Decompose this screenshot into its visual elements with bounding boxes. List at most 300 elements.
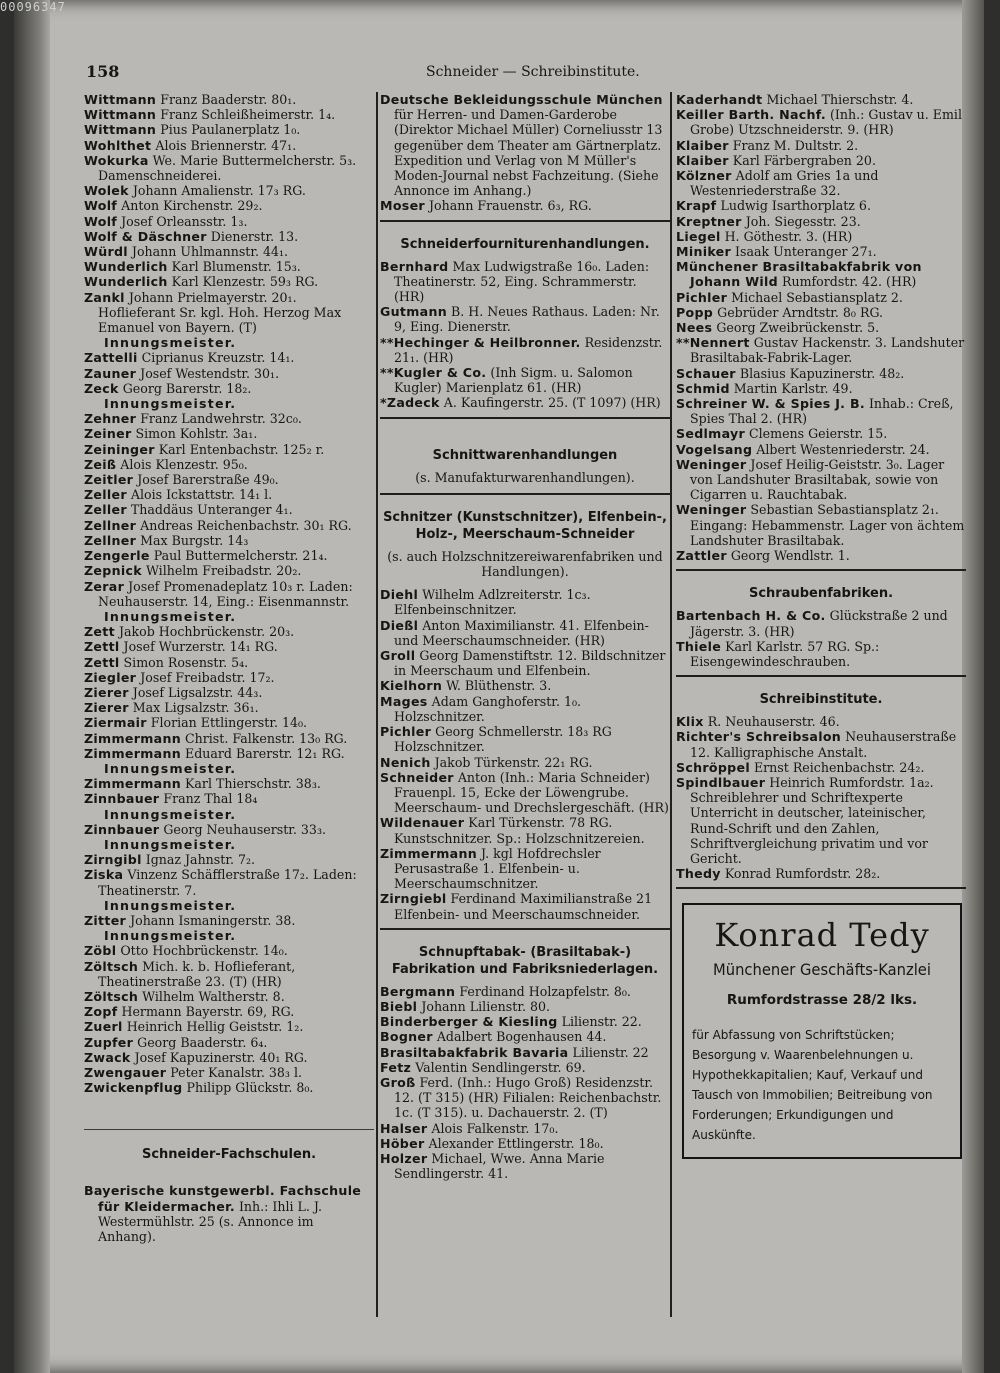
entry-name: Thiele	[676, 638, 722, 654]
entry-name: Schauer	[676, 365, 736, 381]
guild-label: Innungsmeister.	[104, 760, 237, 776]
entry-name: Zinnbauer	[84, 791, 160, 807]
entry-details: Josef Heilig-Geiststr. 3₀. Lager von Landshuter Brasiltabak, sowie von Cigarren u. Rauchtabak.	[690, 456, 945, 503]
directory-entry	[380, 1060, 670, 1075]
entry-name: Wokurka	[84, 152, 149, 168]
directory-entry	[676, 138, 966, 153]
section-title: Schnitzer (Kunstschnitzer), Elfenbein-, Holz-, Meerschaum-Schneider	[383, 509, 667, 542]
directory-entry	[84, 518, 374, 533]
entry-details: H. Göthestr. 3. (HR)	[724, 228, 853, 244]
directory-entry	[84, 290, 374, 336]
entry-details: Karl Klenzestr. 59₃ RG.	[171, 274, 319, 290]
directory-entry	[380, 365, 670, 395]
entry-details: Alois Briennerstr. 47₁.	[155, 137, 297, 153]
entry-details: Sebastian Sebastiansplatz 2₁. Eingang: Hebammenstr. Lager von ächtem Landshuter Brasiltabak.	[690, 502, 965, 548]
directory-entry	[380, 618, 670, 648]
entry-name: Diehl	[380, 587, 419, 603]
entry-name: Zengerle	[84, 548, 150, 564]
entry-details: Karl Blumenstr. 15₃.	[171, 259, 301, 275]
directory-entry	[380, 587, 670, 617]
entry-name: Klaiber	[676, 152, 729, 168]
entry-name: Groß	[380, 1074, 416, 1090]
entry-name: Zettl	[84, 654, 120, 670]
directory-entry	[380, 891, 670, 921]
entry-details: Karl Entenbachstr. 125₂ r.	[158, 441, 325, 457]
entry-name: Deutsche Bekleidungsschule München	[380, 92, 663, 107]
entry-details: Inhab.: Creß, Spies Thal 2. (HR)	[690, 396, 954, 427]
guild-label: Innungsmeister.	[104, 396, 237, 412]
entry-name: Kaderhandt	[676, 92, 763, 107]
entry-name: Holzer	[380, 1150, 428, 1166]
entry-details: Josef Westendstr. 30₁.	[140, 365, 280, 381]
directory-entry	[676, 214, 966, 229]
entry-details: Adam Ganghoferstr. 1₀. Holzschnitzer.	[394, 693, 582, 724]
column-divider-1	[376, 92, 378, 1317]
entry-details: Florian Ettlingerstr. 14₀.	[150, 715, 308, 731]
entry-name: Kreptner	[676, 213, 742, 229]
directory-entry	[676, 229, 966, 244]
entry-name: Zett	[84, 624, 115, 640]
directory-entry	[380, 770, 670, 816]
entry-name: Wittmann	[84, 92, 157, 107]
directory-entry	[380, 815, 670, 845]
directory-entry	[380, 1029, 670, 1044]
entry-name: Zeiner	[84, 426, 132, 442]
directory-entry	[84, 959, 374, 989]
entry-name: Schreiner W. & Spies J. B.	[676, 396, 865, 412]
advertisement-box	[682, 903, 962, 1158]
entry-name: Wildenauer	[380, 815, 465, 831]
directory-entry	[84, 533, 374, 548]
entry-name: Keiller Barth. Nachf.	[676, 107, 826, 123]
entry-name: Zopf	[84, 1004, 118, 1020]
directory-entry	[380, 999, 670, 1014]
entry-name: **Hechinger & Heilbronner.	[380, 334, 581, 350]
entry-details: für Herren- und Damen-Garderobe (Direktor Michael Müller) Corneliusstr 13 gegenüber dem Theater am Gärtnerplatz. Expedition und Verlag von M Müller's Moden-Journal nebst Fachzeitung. (Siehe Annonce im Anhang.)	[394, 107, 663, 199]
directory-entry	[380, 1121, 670, 1136]
section-rule	[380, 493, 670, 495]
entry-details: Vinzenz Schäfflerstraße 17₂. Laden: Theatinerstr. 7.	[98, 867, 357, 898]
directory-entry	[676, 320, 966, 335]
entry-name: Bernhard	[380, 258, 449, 274]
entry-name: Zeller	[84, 502, 127, 518]
directory-entry	[84, 624, 374, 639]
directory-entry	[380, 724, 670, 754]
entry-details: Glückstraße 2 und Jägerstr. 3. (HR)	[690, 608, 948, 639]
entry-details: Dienerstr. 13.	[210, 228, 299, 244]
entry-details: Josef Freibadstr. 17₂.	[140, 669, 275, 685]
directory-entry	[676, 729, 966, 759]
directory-entry	[380, 92, 670, 198]
directory-entry	[84, 442, 374, 457]
entry-details: Heinrich Hellig Geiststr. 1₂.	[126, 1019, 304, 1035]
directory-entry	[84, 867, 374, 897]
entry-name: Sedlmayr	[676, 426, 745, 442]
entry-details: Karl Färbergraben 20.	[732, 152, 876, 168]
entry-details: Josef Barerstraße 49₀.	[137, 472, 279, 488]
entry-name: Klix	[676, 714, 704, 730]
entry-name: Halser	[380, 1120, 428, 1136]
entry-details: Michael Thierschstr. 4.	[766, 92, 914, 107]
entry-details: Wilhelm Waltherstr. 8.	[142, 988, 285, 1004]
section-rule	[380, 220, 670, 222]
entry-details: We. Marie Buttermelcherstr. 5₃. Damenschneiderei.	[98, 152, 357, 184]
entry-details: Michael, Wwe. Anna Marie Sendlingerstr. 41.	[394, 1150, 605, 1182]
entry-details: R. Neuhauserstr. 46.	[707, 714, 840, 730]
entry-details: Anton Maximilianstr. 41. Elfenbein- und Meerschaumschneider. (HR)	[394, 617, 649, 648]
directory-entry	[84, 548, 374, 563]
directory-entry	[84, 700, 374, 715]
entry-details: Albert Westenriederstr. 24.	[756, 441, 930, 457]
entry-name: Popp	[676, 304, 714, 320]
directory-entry	[676, 168, 966, 198]
directory-entry	[84, 1050, 374, 1065]
entry-details: (Inh.: Gustav u. Emil Grobe) Utzschneiderstr. 9. (HR)	[690, 107, 962, 138]
entry-details: Max Ligsalzstr. 36₁.	[132, 700, 259, 716]
entry-details: A. Kaufingerstr. 25. (T 1097) (HR)	[443, 395, 661, 411]
entry-name: Würdl	[84, 244, 128, 260]
entry-name: Weninger	[676, 456, 747, 472]
directory-entry	[676, 866, 966, 881]
entry-details: (Inh Sigm. u. Salomon Kugler) Marienplatz 61. (HR)	[394, 365, 633, 396]
entry-details: J. kgl Hofdrechsler Perusastraße 1. Elfenbein- u. Meerschaumschnitzer.	[394, 845, 601, 892]
entry-name: Nenich	[380, 754, 431, 770]
entry-details: Blasius Kapuzinerstr. 48₂.	[739, 365, 905, 381]
entry-name: Pichler	[380, 724, 432, 740]
entry-details: Anton Kirchenstr. 29₂.	[121, 198, 263, 214]
entry-details: Karl Karlstr. 57 RG. Sp.: Eisengewindeschrauben.	[690, 638, 880, 669]
directory-entry	[380, 1151, 670, 1181]
entry-details: Josef Kapuzinerstr. 40₁ RG.	[134, 1049, 308, 1065]
entry-name: Wolf & Däschner	[84, 228, 207, 244]
entry-name: Zinnbauer	[84, 821, 160, 837]
entry-name: Vogelsang	[676, 441, 753, 457]
entry-name: Wolf	[84, 213, 118, 229]
entry-details: Ignaz Jahnstr. 7₂.	[145, 852, 256, 868]
entry-name: Dießl	[380, 617, 419, 633]
directory-entry	[84, 1019, 374, 1034]
entry-details: Lilienstr. 22	[572, 1044, 649, 1060]
directory-entry	[84, 913, 374, 928]
entry-name: Ziegler	[84, 669, 137, 685]
entry-name: Spindlbauer	[676, 774, 766, 790]
directory-entry	[84, 776, 374, 791]
entry-name: Zimmermann	[84, 745, 181, 761]
directory-entry	[676, 198, 966, 213]
entry-details: Franz Thal 18₄	[163, 791, 258, 807]
entry-details: Konrad Rumfordstr. 28₂.	[724, 866, 881, 882]
directory-entry	[84, 381, 374, 396]
directory-entry	[676, 502, 966, 548]
directory-entry	[84, 1183, 374, 1244]
entry-name: Zepnick	[84, 563, 142, 579]
directory-entry	[84, 214, 374, 229]
entry-name: Groll	[380, 648, 416, 664]
directory-entry	[380, 648, 670, 678]
entry-details: Pius Paulanerplatz 1₀.	[160, 122, 301, 138]
section-rule	[380, 417, 670, 419]
directory-entry	[676, 548, 966, 563]
directory-entry	[84, 746, 374, 761]
directory-entry	[84, 107, 374, 122]
ad-address: Rumfordstrasse 28/2 lks.	[726, 992, 918, 1009]
entry-details: Ludwig Isarthorplatz 6.	[720, 198, 871, 214]
entry-details: Franz Landwehrstr. 32c₀.	[140, 411, 302, 427]
entry-details: Adolf am Gries 1a und Westenriederstraße 32.	[690, 168, 879, 199]
directory-entry	[676, 259, 966, 289]
ad-body: für Abfassung von Schriftstücken; Besorgung v. Waarenbelehnungen u. Hypothekkapitalien; Kauf, Verkauf und Tausch von Immobilien; Beitreibung von Forderungen; Erkundigungen und Auskünfte.	[692, 1027, 933, 1142]
entry-name: Fetz	[380, 1059, 412, 1075]
entry-name: Zimmermann	[84, 730, 181, 746]
directory-entry	[380, 304, 670, 334]
directory-entry	[676, 381, 966, 396]
directory-entry	[84, 791, 374, 806]
entry-details: Franz Baaderstr. 80₁.	[160, 92, 297, 107]
directory-entry	[380, 1014, 670, 1029]
entry-name: Zattler	[676, 548, 727, 564]
ad-firm: Münchener Geschäfts-Kanzlei	[713, 960, 931, 980]
directory-entry	[676, 442, 966, 457]
entry-details: Andreas Reichenbachstr. 30₁ RG.	[140, 517, 352, 533]
directory-entry	[676, 335, 966, 365]
entry-details: Neuhauserstraße 12. Kalligraphische Anstalt.	[690, 729, 957, 760]
directory-entry	[84, 731, 374, 746]
entry-details: Heinrich Rumfordstr. 1a₂. Schreiblehrer und Schriftexperte Unterricht in deutscher, lateinischer, Rund-Schrift und den Zahlen, Schriftvergleichung privatim und vor Gericht.	[690, 774, 934, 866]
entry-details: Valentin Sendlingerstr. 69.	[415, 1059, 586, 1075]
entry-name: Zirngiebl	[380, 891, 447, 907]
directory-entry	[380, 755, 670, 770]
entry-name: Gutmann	[380, 304, 447, 320]
directory-entry	[84, 122, 374, 137]
section-title: Schneiderfourniturenhandlungen.	[400, 236, 650, 252]
entry-name: Zattelli	[84, 350, 138, 366]
column-1	[84, 92, 374, 1244]
entry-name: Mages	[380, 693, 428, 709]
entry-name: Nees	[676, 320, 713, 336]
entry-details: Lilienstr. 22.	[561, 1014, 642, 1030]
directory-entry	[84, 685, 374, 700]
entry-details: Jakob Hochbrückenstr. 20₃.	[118, 624, 295, 640]
entry-name: Zwickenpflug	[84, 1080, 183, 1096]
entry-details: Simon Kohlstr. 3a₁.	[135, 426, 258, 442]
directory-entry	[84, 457, 374, 472]
entry-name: Zimmermann	[380, 845, 477, 861]
directory-entry	[84, 715, 374, 730]
directory-entry	[84, 1065, 374, 1080]
entry-details: Ferdinand Holzapfelstr. 8₀.	[459, 983, 631, 999]
entry-name: Zwengauer	[84, 1065, 167, 1080]
entry-details: Max Burgstr. 14₃	[140, 532, 249, 548]
entry-name: Zöltsch	[84, 988, 139, 1004]
entry-name: Zettl	[84, 639, 120, 655]
entry-name: Krapf	[676, 198, 717, 214]
entry-details: Ferdinand Maximilianstraße 21 Elfenbein- und Meerschaumschneider.	[394, 891, 653, 922]
entry-name: Miniker	[676, 244, 732, 260]
directory-entry	[84, 852, 374, 867]
entry-name: Zehner	[84, 411, 137, 427]
directory-entry	[84, 274, 374, 289]
section-rule	[380, 928, 670, 930]
directory-entry	[380, 198, 670, 213]
directory-entry	[84, 350, 374, 365]
column-divider-2	[670, 92, 672, 1317]
entry-name: Zeller	[84, 487, 127, 503]
entry-name: Zellner	[84, 517, 137, 533]
entry-details: Josef Orleansstr. 1₃.	[121, 213, 248, 229]
directory-entry	[380, 395, 670, 410]
entry-details: Eduard Barerstr. 12₁ RG.	[185, 745, 345, 761]
entry-details: Philipp Glückstr. 8₀.	[186, 1080, 314, 1096]
directory-entry	[380, 259, 670, 305]
entry-details: Mich. k. b. Hoflieferant, Theatinerstraße 23. (T) (HR)	[98, 958, 296, 989]
entry-details: Alexander Ettlingerstr. 18₀.	[428, 1135, 604, 1151]
entry-name: Schneider	[380, 769, 454, 785]
entry-name: Zerar	[84, 578, 125, 594]
entry-details: Josef Wurzerstr. 14₁ RG.	[123, 639, 278, 655]
entry-name: Zöltsch	[84, 958, 139, 974]
guild-label: Innungsmeister.	[104, 806, 237, 822]
entry-name: Richter's Schreibsalon	[676, 729, 842, 745]
entry-name: **Nennert	[676, 335, 750, 351]
directory-entry	[380, 678, 670, 693]
section-title: Schneider-Fachschulen.	[141, 1147, 317, 1163]
directory-entry	[84, 487, 374, 502]
column-2	[380, 92, 670, 1181]
directory-entry	[676, 426, 966, 441]
entry-name: Biebl	[380, 998, 418, 1014]
entry-details: Alois Ickstattstr. 14₁ l.	[130, 487, 273, 503]
section-rule	[676, 675, 966, 677]
entry-details: Isaak Unteranger 27₁.	[735, 244, 877, 260]
directory-entry	[84, 153, 374, 183]
entry-details: Georg Damenstiftstr. 12. Bildschnitzer in Meerschaum und Elfenbein.	[394, 648, 666, 679]
entry-name: Binderberger & Kiesling	[380, 1014, 558, 1030]
entry-name: Wunderlich	[84, 259, 168, 275]
entry-name: *Zadeck	[380, 395, 440, 411]
section-rule	[676, 569, 966, 571]
entry-name: Pichler	[676, 289, 728, 305]
directory-entry	[84, 563, 374, 578]
directory-entry	[84, 198, 374, 213]
guild-label: Innungsmeister.	[104, 836, 237, 852]
entry-details: Josef Promenadeplatz 10₃ r. Laden: Neuhauserstr. 14, Eing.: Eisenmannstr.	[98, 578, 353, 609]
directory-entry	[84, 259, 374, 274]
entry-details: Inh.: Ihli L. J. Westermühlstr. 25 (s. Annonce im Anhang).	[98, 1198, 322, 1245]
directory-entry	[676, 639, 966, 669]
entry-details: Johann Amalienstr. 17₃ RG.	[132, 183, 306, 199]
entry-details: Georg Zweibrückenstr. 5.	[716, 320, 880, 336]
entry-details: Otto Hochbrückenstr. 14₀.	[120, 943, 288, 959]
directory-entry	[84, 502, 374, 517]
entry-details: Johann Uhlmannstr. 44₁.	[131, 244, 289, 260]
entry-details: Alois Klenzestr. 95₀.	[120, 456, 248, 472]
entry-name: Schröppel	[676, 759, 750, 775]
entry-name: Bergmann	[380, 983, 456, 999]
directory-entry	[380, 1045, 670, 1060]
section-note: (s. Manufakturwarenhandlungen).	[415, 469, 635, 485]
directory-entry	[676, 396, 966, 426]
section-rule	[84, 1129, 374, 1130]
entry-name: Ziermair	[84, 715, 147, 731]
entry-details: Johann Lilienstr. 80.	[421, 998, 550, 1014]
entry-details: Christ. Falkenstr. 13₀ RG.	[185, 730, 348, 746]
directory-entry	[84, 1004, 374, 1019]
section-title: Schnupftabak- (Brasiltabak-) Fabrikation und Fabriksniederlagen.	[391, 944, 659, 977]
entry-name: Wunderlich	[84, 274, 168, 290]
entry-name: Zitter	[84, 912, 127, 928]
directory-entry	[84, 579, 374, 609]
entry-details: Franz Schleißheimerstr. 1₄.	[160, 107, 336, 123]
entry-name: Kielhorn	[380, 678, 443, 694]
entry-details: Joh. Siegesstr. 23.	[745, 213, 861, 229]
entry-name: Zauner	[84, 365, 137, 381]
directory-entry	[84, 244, 374, 259]
directory-entry	[676, 760, 966, 775]
entry-name: Zellner	[84, 532, 137, 548]
entry-name: Zuerl	[84, 1019, 123, 1035]
entry-name: Zeitler	[84, 472, 134, 488]
entry-name: Zeck	[84, 380, 119, 396]
entry-details: Wilhelm Freibadstr. 20₂.	[145, 563, 302, 579]
entry-name: Wohlthet	[84, 137, 152, 153]
guild-label: Innungsmeister.	[104, 608, 237, 624]
directory-entry	[84, 655, 374, 670]
entry-name: Wittmann	[84, 107, 157, 123]
section-rule	[676, 887, 966, 889]
entry-details: Alois Falkenstr. 17₀.	[431, 1120, 559, 1136]
entry-name: Zierer	[84, 700, 129, 716]
entry-name: Wittmann	[84, 122, 157, 138]
entry-name: Bayerische kunstgewerbl. Fachschule für Kleidermacher.	[84, 1183, 362, 1214]
directory-entry	[84, 411, 374, 426]
directory-entry	[676, 608, 966, 638]
entry-name: Ziska	[84, 867, 124, 883]
entry-name: Kölzner	[676, 168, 732, 184]
book-spine-shadow	[14, 0, 50, 1373]
section-note: (s. auch Holzschnitzereiwarenfabriken und Handlungen).	[387, 548, 663, 580]
directory-entry	[84, 639, 374, 654]
entry-details: Peter Kanalstr. 38₃ l.	[170, 1065, 302, 1080]
entry-details: Josef Ligsalzstr. 44₃.	[132, 684, 263, 700]
entry-details: Georg Schmellerstr. 18₃ RG Holzschnitzer.	[394, 724, 612, 755]
entry-name: Klaiber	[676, 137, 729, 153]
entry-details: Wilhelm Adlzreiterstr. 1c₃. Elfenbeinschnitzer.	[394, 587, 591, 618]
section-title: Schraubenfabriken.	[748, 586, 894, 602]
directory-entry	[84, 426, 374, 441]
entry-details: Johann Ismaningerstr. 38.	[130, 912, 296, 928]
directory-entry	[84, 472, 374, 487]
entry-details: Georg Wendlstr. 1.	[730, 548, 850, 564]
entry-name: Wolek	[84, 183, 129, 199]
entry-details: Georg Barerstr. 18₂.	[122, 380, 252, 396]
directory-entry	[84, 92, 374, 107]
directory-entry	[676, 107, 966, 137]
directory-entry	[84, 989, 374, 1004]
entry-name: Schmid	[676, 380, 730, 396]
entry-details: Johann Prielmayerstr. 20₁. Hoflieferant Sr. kgl. Hoh. Herzog Max Emanuel von Bayern. (T)	[98, 289, 342, 336]
directory-entry	[84, 183, 374, 198]
directory-entry	[84, 822, 374, 837]
entry-name: Moser	[380, 198, 425, 214]
directory-entry	[380, 1075, 670, 1121]
page-header	[86, 62, 956, 86]
entry-name: Zeiß	[84, 456, 117, 472]
entry-details: Adalbert Bogenhausen 44.	[436, 1029, 607, 1045]
directory-entry	[84, 1080, 374, 1095]
entry-name: Höber	[380, 1135, 425, 1151]
entry-details: Karl Thierschstr. 38₃.	[185, 776, 321, 792]
entry-details: Karl Türkenstr. 78 RG. Kunstschnitzer. Sp.: Holzschnitzereien.	[394, 815, 645, 846]
